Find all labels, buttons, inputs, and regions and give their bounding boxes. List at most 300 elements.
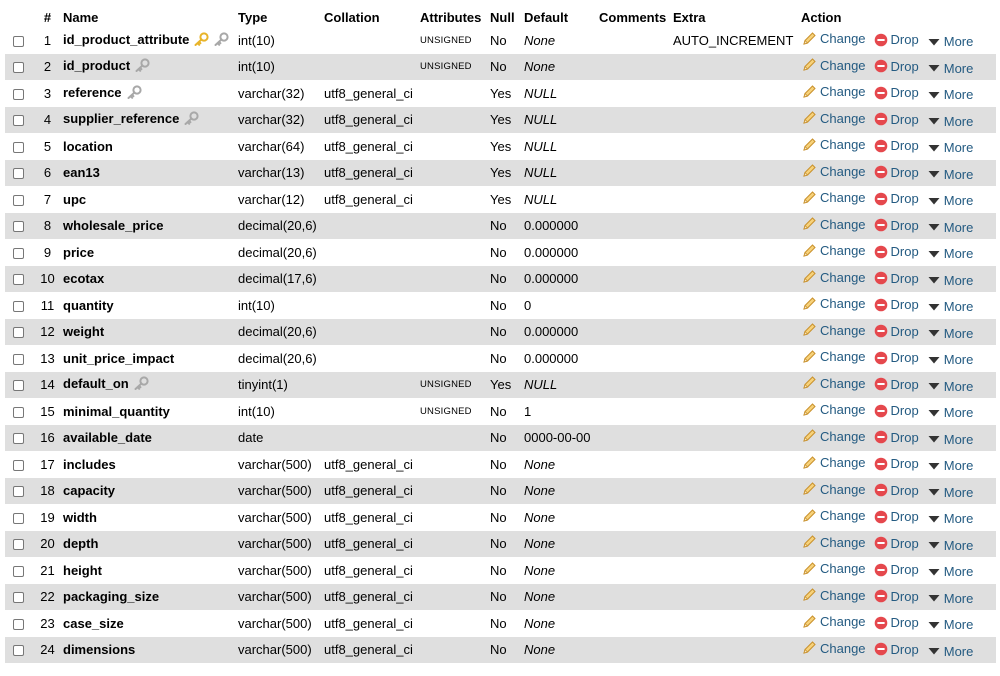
drop-button[interactable] xyxy=(874,403,919,418)
drop-button[interactable] xyxy=(874,350,919,365)
table-row[interactable] xyxy=(5,54,996,81)
change-button[interactable] xyxy=(801,110,866,126)
drop-button[interactable] xyxy=(874,456,919,471)
column-collation xyxy=(324,398,420,425)
change-button-label: Change xyxy=(820,31,866,47)
column-name-cell xyxy=(63,133,238,160)
column-null: No xyxy=(490,213,524,240)
row-select-checkbox[interactable] xyxy=(13,301,24,312)
table-row[interactable] xyxy=(5,27,996,54)
more-button[interactable] xyxy=(927,114,974,129)
more-button[interactable] xyxy=(927,246,974,261)
pencil-icon xyxy=(801,84,820,100)
more-button-label: More xyxy=(943,564,974,580)
pencil-icon xyxy=(801,614,820,630)
change-button[interactable] xyxy=(801,137,866,153)
column-collation: utf8_general_ci xyxy=(324,478,420,505)
drop-button[interactable] xyxy=(874,244,919,259)
column-type: decimal(17,6) xyxy=(238,266,324,293)
drop-button-label: Drop xyxy=(890,244,919,260)
column-attributes xyxy=(420,107,490,134)
row-number: 4 xyxy=(32,107,63,134)
row-select-checkbox[interactable] xyxy=(13,62,24,73)
row-select-checkbox[interactable] xyxy=(13,460,24,471)
column-attributes xyxy=(420,451,490,478)
row-actions xyxy=(801,345,996,372)
drop-icon xyxy=(874,298,891,312)
drop-button[interactable] xyxy=(874,509,919,524)
drop-button[interactable] xyxy=(874,562,919,577)
more-button[interactable] xyxy=(927,617,974,632)
column-attributes xyxy=(420,80,490,107)
column-name: id_product_attribute xyxy=(63,31,190,47)
column-type: decimal(20,6) xyxy=(238,213,324,240)
pencil-icon xyxy=(801,296,820,312)
column-extra xyxy=(673,637,801,664)
drop-button-label: Drop xyxy=(890,509,919,525)
header-number: # xyxy=(32,7,63,27)
more-button[interactable] xyxy=(927,273,974,288)
drop-button[interactable] xyxy=(874,297,919,312)
header-null: Null xyxy=(490,7,524,27)
table-row[interactable] xyxy=(5,425,996,452)
row-select-checkbox[interactable] xyxy=(13,195,24,206)
change-button[interactable] xyxy=(801,640,866,656)
change-button[interactable] xyxy=(801,375,866,391)
column-name: ean13 xyxy=(63,165,100,181)
table-row[interactable] xyxy=(5,160,996,187)
table-row[interactable] xyxy=(5,478,996,505)
pencil-icon xyxy=(801,428,820,444)
drop-button[interactable] xyxy=(874,191,919,206)
caret-down-icon xyxy=(927,275,944,285)
more-button-label: More xyxy=(943,87,974,103)
column-name-cell xyxy=(63,292,238,319)
table-row[interactable] xyxy=(5,319,996,346)
column-name: location xyxy=(63,138,113,154)
more-button[interactable] xyxy=(927,432,974,447)
column-name-cell xyxy=(63,398,238,425)
column-null: No xyxy=(490,451,524,478)
more-button[interactable] xyxy=(927,564,974,579)
drop-button[interactable] xyxy=(874,165,919,180)
caret-down-icon xyxy=(927,567,944,577)
drop-button-label: Drop xyxy=(890,641,919,657)
table-row[interactable] xyxy=(5,372,996,399)
table-row[interactable] xyxy=(5,213,996,240)
change-button[interactable] xyxy=(801,561,866,577)
row-select-checkbox[interactable] xyxy=(13,619,24,630)
column-name-cell xyxy=(63,186,238,213)
change-button[interactable] xyxy=(801,614,866,630)
drop-button-label: Drop xyxy=(890,323,919,339)
drop-button-label: Drop xyxy=(890,217,919,233)
table-row[interactable] xyxy=(5,266,996,293)
column-null: No xyxy=(490,478,524,505)
pencil-icon xyxy=(801,269,820,285)
change-button[interactable] xyxy=(801,216,866,232)
caret-down-icon xyxy=(927,408,944,418)
drop-icon xyxy=(874,165,891,179)
drop-button[interactable] xyxy=(874,430,919,445)
table-row[interactable] xyxy=(5,610,996,637)
row-select-checkbox[interactable] xyxy=(13,274,24,285)
header-type: Type xyxy=(238,7,324,27)
column-attributes xyxy=(420,531,490,558)
drop-button[interactable] xyxy=(874,112,919,127)
column-default-cell xyxy=(524,637,599,664)
column-name: upc xyxy=(63,191,87,207)
change-button[interactable] xyxy=(801,322,866,338)
drop-button[interactable] xyxy=(874,59,919,74)
change-button-label: Change xyxy=(820,375,866,391)
row-select-checkbox[interactable] xyxy=(13,566,24,577)
column-name-cell xyxy=(63,213,238,240)
column-name: includes xyxy=(63,456,116,472)
drop-icon xyxy=(874,112,891,126)
row-select-checkbox[interactable] xyxy=(13,221,24,232)
column-comments xyxy=(599,584,673,611)
table-row[interactable] xyxy=(5,107,996,134)
table-row[interactable] xyxy=(5,637,996,664)
column-name: minimal_quantity xyxy=(63,403,170,419)
header-checkbox-column xyxy=(5,7,32,27)
drop-icon xyxy=(874,271,891,285)
row-number: 23 xyxy=(32,610,63,637)
column-null: No xyxy=(490,504,524,531)
column-default-cell xyxy=(524,425,599,452)
row-select-checkbox[interactable] xyxy=(13,36,24,47)
change-button[interactable] xyxy=(801,508,866,524)
row-select-checkbox[interactable] xyxy=(13,115,24,126)
more-button[interactable] xyxy=(927,379,974,394)
column-default-cell xyxy=(524,27,599,54)
change-button[interactable] xyxy=(801,402,866,418)
column-extra xyxy=(673,478,801,505)
column-attributes xyxy=(420,266,490,293)
drop-button[interactable] xyxy=(874,218,919,233)
drop-icon xyxy=(874,192,891,206)
change-button[interactable] xyxy=(801,84,866,100)
row-select-cell xyxy=(5,107,32,134)
drop-icon xyxy=(874,59,891,73)
column-collation xyxy=(324,266,420,293)
column-collation: utf8_general_ci xyxy=(324,637,420,664)
column-null: No xyxy=(490,398,524,425)
drop-icon xyxy=(874,616,891,630)
column-collation xyxy=(324,292,420,319)
change-button[interactable] xyxy=(801,243,866,259)
column-default: 0000-00-00 xyxy=(524,430,591,446)
column-name-cell xyxy=(63,637,238,664)
drop-button[interactable] xyxy=(874,536,919,551)
more-button[interactable] xyxy=(927,167,974,182)
table-row[interactable] xyxy=(5,584,996,611)
more-button[interactable] xyxy=(927,538,974,553)
more-button-label: More xyxy=(943,643,974,659)
row-select-cell xyxy=(5,345,32,372)
row-select-checkbox[interactable] xyxy=(13,168,24,179)
drop-icon xyxy=(874,404,891,418)
column-name-cell xyxy=(63,531,238,558)
row-actions xyxy=(801,557,996,584)
more-button[interactable] xyxy=(927,352,974,367)
column-type: decimal(20,6) xyxy=(238,319,324,346)
row-number: 11 xyxy=(32,292,63,319)
primary-key-icon xyxy=(193,32,209,49)
table-row[interactable] xyxy=(5,133,996,160)
column-extra xyxy=(673,160,801,187)
drop-button[interactable] xyxy=(874,324,919,339)
column-name-cell xyxy=(63,478,238,505)
table-row[interactable] xyxy=(5,557,996,584)
row-select-cell xyxy=(5,610,32,637)
column-name-cell xyxy=(63,584,238,611)
row-select-checkbox[interactable] xyxy=(13,407,24,418)
change-button[interactable] xyxy=(801,269,866,285)
more-button[interactable] xyxy=(927,485,974,500)
drop-button[interactable] xyxy=(874,32,919,47)
column-comments xyxy=(599,266,673,293)
change-button[interactable] xyxy=(801,163,866,179)
column-null: Yes xyxy=(490,186,524,213)
column-comments xyxy=(599,107,673,134)
column-type: varchar(32) xyxy=(238,107,324,134)
drop-button[interactable] xyxy=(874,589,919,604)
change-button[interactable] xyxy=(801,57,866,73)
more-button[interactable] xyxy=(927,87,974,102)
more-button[interactable] xyxy=(927,405,974,420)
column-attributes xyxy=(420,186,490,213)
row-select-checkbox[interactable] xyxy=(13,327,24,338)
row-actions xyxy=(801,637,996,664)
column-comments xyxy=(599,292,673,319)
column-default: NULL xyxy=(524,85,558,101)
more-button[interactable] xyxy=(927,140,974,155)
change-button[interactable] xyxy=(801,428,866,444)
drop-button-label: Drop xyxy=(890,350,919,366)
column-collation: utf8_general_ci xyxy=(324,186,420,213)
row-select-checkbox[interactable] xyxy=(13,513,24,524)
change-button-label: Change xyxy=(820,481,866,497)
more-button[interactable] xyxy=(927,326,974,341)
row-select-checkbox[interactable] xyxy=(13,433,24,444)
drop-icon xyxy=(874,218,891,232)
change-button[interactable] xyxy=(801,587,866,603)
more-button[interactable] xyxy=(927,591,974,606)
more-button-label: More xyxy=(943,511,974,527)
drop-icon xyxy=(874,324,891,338)
index-key-icon xyxy=(213,32,229,49)
more-button[interactable] xyxy=(927,644,974,659)
row-actions xyxy=(801,239,996,266)
column-name-cell xyxy=(63,610,238,637)
change-button[interactable] xyxy=(801,481,866,497)
column-default-cell xyxy=(524,345,599,372)
more-button-label: More xyxy=(943,458,974,474)
column-default-cell xyxy=(524,239,599,266)
column-comments xyxy=(599,133,673,160)
more-button[interactable] xyxy=(927,299,974,314)
column-null: Yes xyxy=(490,133,524,160)
drop-button[interactable] xyxy=(874,642,919,657)
drop-icon xyxy=(874,589,891,603)
column-collation xyxy=(324,54,420,81)
header-name[interactable]: Name xyxy=(63,7,238,27)
pencil-icon xyxy=(801,534,820,550)
column-type: int(10) xyxy=(238,292,324,319)
row-select-cell xyxy=(5,557,32,584)
row-select-checkbox[interactable] xyxy=(13,354,24,365)
column-null: Yes xyxy=(490,80,524,107)
column-default: None xyxy=(524,642,556,658)
row-select-checkbox[interactable] xyxy=(13,89,24,100)
change-button[interactable] xyxy=(801,349,866,365)
drop-icon xyxy=(874,430,891,444)
change-button-label: Change xyxy=(820,428,866,444)
row-select-checkbox[interactable] xyxy=(13,380,24,391)
more-button[interactable] xyxy=(927,61,974,76)
drop-icon xyxy=(874,536,891,550)
change-button[interactable] xyxy=(801,455,866,471)
change-button-label: Change xyxy=(820,534,866,550)
column-extra xyxy=(673,213,801,240)
table-row[interactable] xyxy=(5,451,996,478)
more-button-label: More xyxy=(943,325,974,341)
column-default: None xyxy=(524,589,556,605)
change-button-label: Change xyxy=(820,402,866,418)
table-row[interactable] xyxy=(5,531,996,558)
column-attributes xyxy=(420,557,490,584)
column-null: No xyxy=(490,425,524,452)
index-key-icon xyxy=(126,85,142,102)
column-type: varchar(500) xyxy=(238,531,324,558)
more-button-label: More xyxy=(943,60,974,76)
column-name: supplier_reference xyxy=(63,111,180,127)
column-default-cell xyxy=(524,531,599,558)
change-button[interactable] xyxy=(801,534,866,550)
column-type: varchar(500) xyxy=(238,584,324,611)
column-attributes xyxy=(420,160,490,187)
column-name-cell xyxy=(63,372,238,399)
column-name: id_product xyxy=(63,58,131,74)
column-comments xyxy=(599,160,673,187)
column-default-cell xyxy=(524,451,599,478)
row-select-cell xyxy=(5,239,32,266)
column-default-cell xyxy=(524,478,599,505)
change-button[interactable] xyxy=(801,190,866,206)
row-actions xyxy=(801,213,996,240)
row-select-checkbox[interactable] xyxy=(13,645,24,656)
drop-button[interactable] xyxy=(874,377,919,392)
column-null: Yes xyxy=(490,160,524,187)
column-name: available_date xyxy=(63,430,152,446)
row-number: 17 xyxy=(32,451,63,478)
header-action: Action xyxy=(801,7,996,27)
drop-button[interactable] xyxy=(874,483,919,498)
table-row[interactable] xyxy=(5,239,996,266)
row-number: 20 xyxy=(32,531,63,558)
pencil-icon xyxy=(801,402,820,418)
row-select-checkbox[interactable] xyxy=(13,486,24,497)
row-select-checkbox[interactable] xyxy=(13,539,24,550)
column-default-cell xyxy=(524,319,599,346)
row-number: 15 xyxy=(32,398,63,425)
drop-button[interactable] xyxy=(874,138,919,153)
more-button[interactable] xyxy=(927,458,974,473)
table-row[interactable] xyxy=(5,398,996,425)
pencil-icon xyxy=(801,137,820,153)
drop-icon xyxy=(874,351,891,365)
column-null: No xyxy=(490,292,524,319)
row-number: 18 xyxy=(32,478,63,505)
caret-down-icon xyxy=(927,196,944,206)
change-button-label: Change xyxy=(820,84,866,100)
change-button-label: Change xyxy=(820,587,866,603)
row-select-cell xyxy=(5,133,32,160)
column-null: No xyxy=(490,637,524,664)
drop-button[interactable] xyxy=(874,85,919,100)
row-actions xyxy=(801,27,996,54)
table-row[interactable] xyxy=(5,504,996,531)
more-button[interactable] xyxy=(927,193,974,208)
change-button[interactable] xyxy=(801,31,866,47)
column-default-cell xyxy=(524,584,599,611)
column-default-cell xyxy=(524,133,599,160)
caret-down-icon xyxy=(927,249,944,259)
column-attributes xyxy=(420,610,490,637)
pencil-icon xyxy=(801,640,820,656)
column-default: NULL xyxy=(524,191,558,207)
drop-button[interactable] xyxy=(874,615,919,630)
table-row[interactable] xyxy=(5,345,996,372)
more-button[interactable] xyxy=(927,34,974,49)
row-number: 13 xyxy=(32,345,63,372)
header-collation: Collation xyxy=(324,7,420,27)
row-select-checkbox[interactable] xyxy=(13,142,24,153)
column-type: varchar(13) xyxy=(238,160,324,187)
drop-button-label: Drop xyxy=(890,588,919,604)
caret-down-icon xyxy=(927,302,944,312)
column-null: No xyxy=(490,319,524,346)
change-button[interactable] xyxy=(801,296,866,312)
pencil-icon xyxy=(801,57,820,73)
table-row[interactable] xyxy=(5,292,996,319)
column-default-cell xyxy=(524,610,599,637)
column-attributes: UNSIGNED xyxy=(420,372,490,399)
row-select-cell xyxy=(5,160,32,187)
row-number: 7 xyxy=(32,186,63,213)
row-select-checkbox[interactable] xyxy=(13,592,24,603)
table-row[interactable] xyxy=(5,186,996,213)
row-number: 6 xyxy=(32,160,63,187)
column-comments xyxy=(599,531,673,558)
column-collation xyxy=(324,425,420,452)
column-attributes: UNSIGNED xyxy=(420,54,490,81)
header-default: Default xyxy=(524,7,599,27)
column-collation: utf8_general_ci xyxy=(324,557,420,584)
row-select-cell xyxy=(5,80,32,107)
more-button[interactable] xyxy=(927,511,974,526)
column-collation xyxy=(324,345,420,372)
column-default: 0.000000 xyxy=(524,218,579,234)
row-select-checkbox[interactable] xyxy=(13,248,24,259)
table-row[interactable] xyxy=(5,80,996,107)
more-button[interactable] xyxy=(927,220,974,235)
drop-button-label: Drop xyxy=(890,58,919,74)
drop-button-label: Drop xyxy=(890,429,919,445)
drop-button[interactable] xyxy=(874,271,919,286)
